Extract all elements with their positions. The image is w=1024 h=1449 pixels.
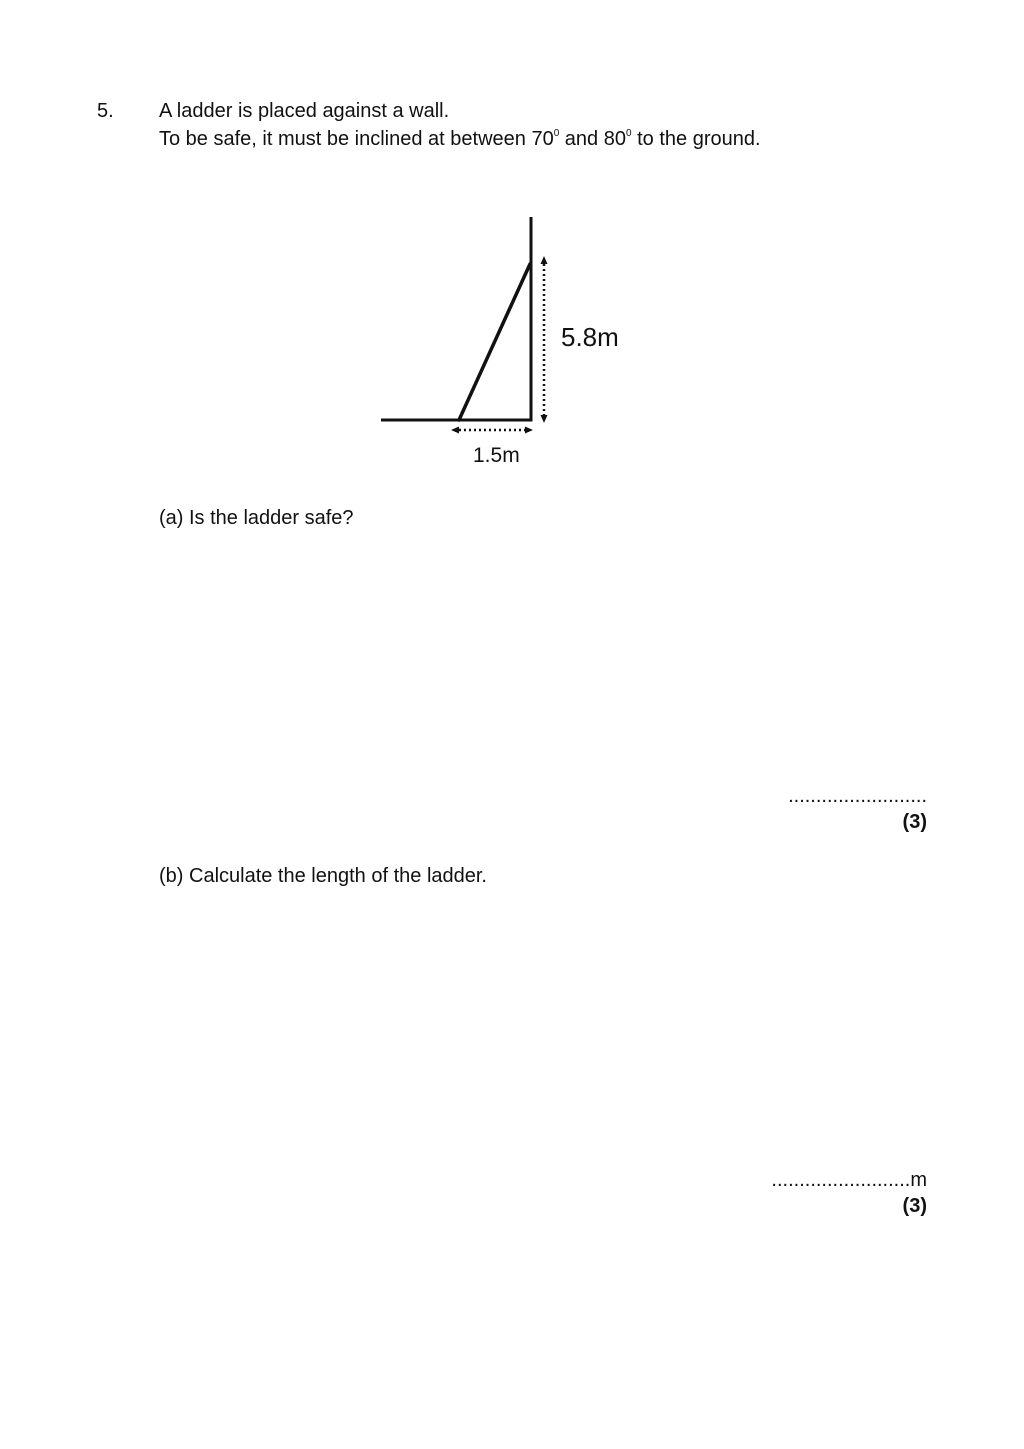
degree-symbol-1: 0 (553, 128, 560, 139)
question-number: 5. (97, 100, 114, 122)
part-a-marks: (3) (902, 811, 927, 833)
height-label: 5.8m (561, 322, 619, 352)
ladder-diagram (370, 210, 650, 475)
question-text-line1: A ladder is placed against a wall. (159, 100, 450, 122)
height-dimension-arrow (541, 256, 548, 423)
ladder-line (459, 264, 530, 420)
base-label: 1.5m (473, 444, 520, 467)
part-a-answer-line[interactable]: ......................... (788, 785, 927, 807)
question-text-part1: To be safe, it must be inclined at between 70 (159, 128, 554, 150)
part-a-prompt: (a) Is the ladder safe? (159, 507, 354, 529)
part-b-marks: (3) (902, 1195, 927, 1217)
question-text-line2 (159, 128, 761, 151)
part-b-answer-line[interactable]: .........................m (771, 1169, 927, 1191)
degree-symbol-2: 0 (625, 128, 632, 139)
part-b-prompt: (b) Calculate the length of the ladder. (159, 865, 487, 887)
question-text-part3: to the ground. (631, 128, 761, 150)
base-dimension-arrow (451, 427, 533, 434)
question-text-part2: and 80 (559, 128, 626, 150)
